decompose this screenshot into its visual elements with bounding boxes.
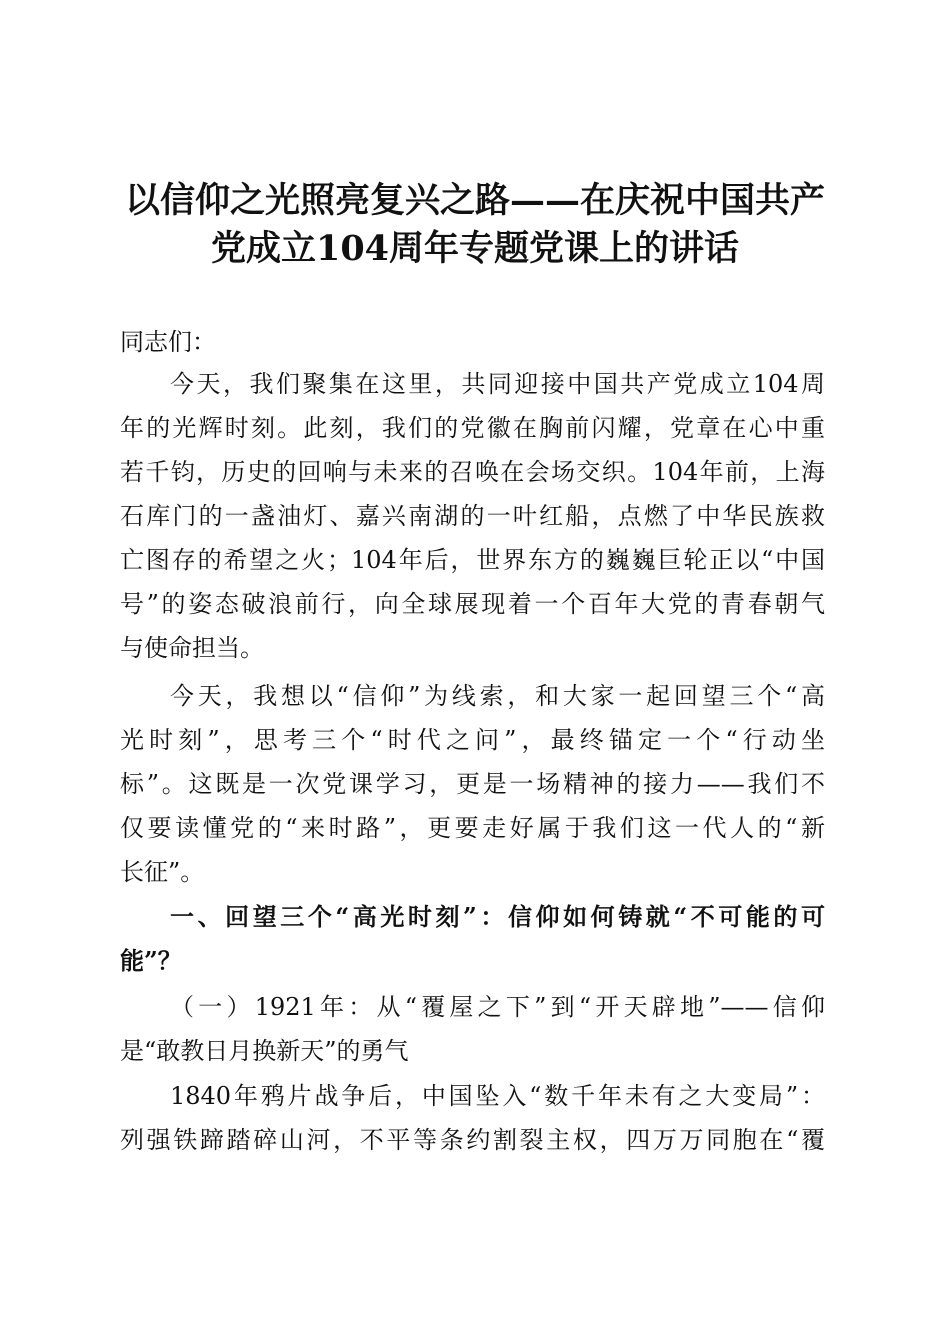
paragraph-line: 若千钧，历史的回响与未来的召唤在会场交织。104年前，上海 (120, 458, 825, 486)
paragraph-line: 标”。这既是一次党课学习，更是一场精神的接力——我们不 (120, 770, 825, 798)
subsection-heading: （一）1921年：从“覆屋之下”到“开天辟地”——信仰 (170, 993, 825, 1021)
paragraph-line: 1840年鸦片战争后，中国坠入“数千年未有之大变局”： (170, 1082, 825, 1110)
paragraph-line: 今天，我们聚集在这里，共同迎接中国共产党成立104周 (170, 370, 825, 398)
paragraph-line: 与使命担当。 (120, 634, 264, 662)
section-heading: 一、回望三个“高光时刻”：信仰如何铸就“不可能的可 (170, 902, 825, 931)
document-title-line-1: 以信仰之光照亮复兴之路——在庆祝中国共产 (124, 180, 825, 221)
salutation: 同志们： (120, 328, 216, 356)
section-heading-continued: 能”？ (120, 946, 182, 975)
paragraph-line: 年的光辉时刻。此刻，我们的党徽在胸前闪耀，党章在心中重 (120, 414, 825, 442)
paragraph-line: 今天，我想以“信仰”为线索，和大家一起回望三个“高 (170, 682, 825, 710)
paragraph-line: 光时刻”，思考三个“时代之问”，最终锚定一个“行动坐 (120, 726, 825, 754)
document-title-line-2: 党成立104周年专题党课上的讲话 (210, 228, 740, 269)
paragraph-line: 仅要读懂党的“来时路”，更要走好属于我们这一代人的“新 (120, 814, 825, 842)
paragraph-line: 列强铁蹄踏碎山河，不平等条约割裂主权，四万万同胞在“覆 (120, 1126, 825, 1154)
subsection-heading-continued: 是“敢教日月换新天”的勇气 (120, 1037, 409, 1065)
paragraph-line: 亡图存的希望之火；104年后，世界东方的巍巍巨轮正以“中国 (120, 546, 825, 574)
paragraph-line: 长征”。 (120, 858, 205, 886)
paragraph-line: 号”的姿态破浪前行，向全球展现着一个百年大党的青春朝气 (120, 590, 825, 618)
paragraph-line: 石库门的一盏油灯、嘉兴南湖的一叶红船，点燃了中华民族救 (120, 502, 825, 530)
